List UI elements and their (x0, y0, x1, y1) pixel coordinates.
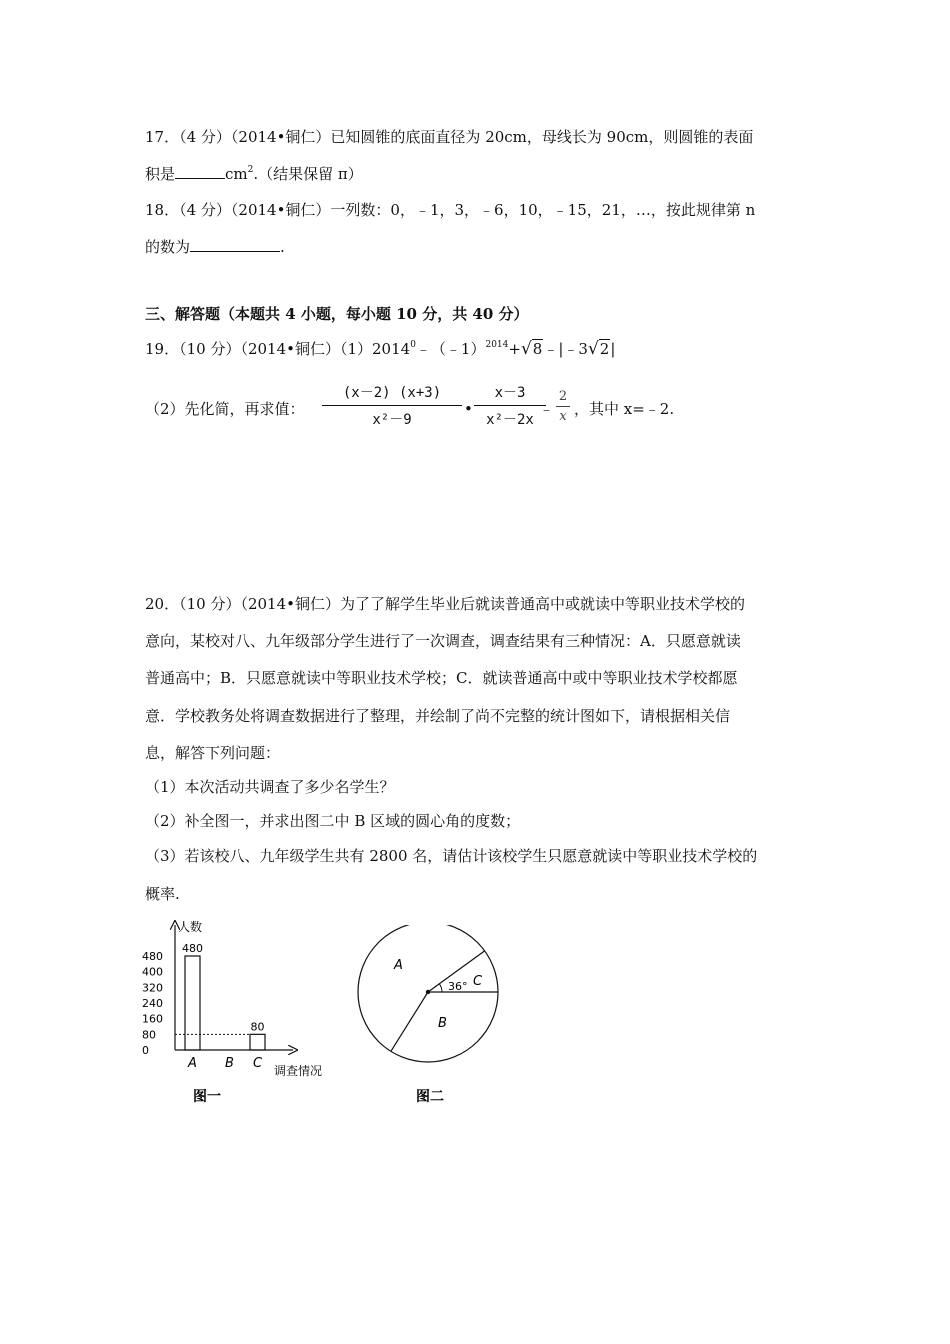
bar-value-label: 480 (182, 942, 203, 955)
q20-line: 普通高中；B．只愿意就读中等职业技术学校；C．就读普通高中或中等职业技术学校都愿 (145, 669, 738, 687)
bar-chart (138, 915, 358, 1115)
x-tick-label: A (188, 1056, 197, 1071)
q17-line2: 积是 $cm^2$.（结果保留 π） (145, 165, 363, 183)
q20-line: 20．（10 分）（2014•铜仁）为了了解学生毕业后就读普通高中或就读中等职业技术学校的 (145, 595, 745, 613)
pie-radius (391, 992, 428, 1051)
y-tick-label: 80 (142, 1028, 156, 1042)
q20-line: 意向，某校对八、九年级部分学生进行了一次调查，调查结果有三种情况：A．只愿意就读 (145, 632, 741, 650)
x-tick-label: C (252, 1056, 263, 1071)
fraction-1: (x－2) (x+3) x²－9 (322, 382, 462, 429)
y-tick-label: 0 (142, 1044, 149, 1057)
y-tick-label: 160 (142, 1012, 163, 1026)
chart-title: 图一 (193, 1089, 221, 1105)
x-axis-label: 调查情况 (274, 1064, 323, 1078)
bar-C (250, 1034, 265, 1050)
pie-label-A: A (394, 958, 403, 973)
x-tick-label: B (225, 1056, 234, 1071)
q19-part2-label: （2）先化简，再求值： (145, 400, 305, 418)
minus-sign: ﹣ (539, 400, 555, 418)
q20-line: 意．学校教务处将调查数据进行了整理，并绘制了尚不完整的统计图如下，请根据相关信 (145, 707, 731, 725)
angle-label: 36° (448, 980, 468, 993)
answer-blank[interactable] (190, 237, 280, 252)
q19-part1: 19．（10 分）（2014•铜仁）$(1)2014^0﹣(﹣1)^{2014}+√8﹣|﹣3√2|$ (145, 339, 616, 359)
sqrt-8: √8 (520, 339, 543, 359)
y-tick-label: 320 (142, 981, 163, 995)
multiply-dot: • (464, 400, 473, 418)
pie-label-C: C (473, 974, 483, 989)
pie-label-B: B (438, 1016, 447, 1031)
q20-line: 概率. (145, 885, 180, 903)
pie-chart (350, 925, 510, 1105)
pie-center (426, 990, 430, 994)
bar-value-label: 80 (250, 1020, 265, 1034)
bar-A (185, 956, 200, 1050)
answer-blank[interactable] (175, 164, 225, 179)
q20-line: 息，解答下列问题： (145, 744, 281, 762)
y-tick-label: 400 (142, 965, 163, 979)
q17-line1: 17．（4 分）（2014•铜仁）已知圆锥的底面直径为 20cm，母线长为 90cm，则圆锥的表面 (145, 128, 754, 146)
y-axis-label: 人数 (178, 920, 203, 934)
section-heading: 三、解答题（本题共 4 小题，每小题 10 分，共 40 分） (145, 305, 529, 323)
y-tick-label: 480 (142, 950, 163, 963)
q20-subq-3: （3）若该校八、九年级学生共有 2800 名，请估计该校学生只愿意就读中等职业技术学校的 (145, 847, 758, 865)
q18-line1: 18．（4 分）（2014•铜仁）一列数：0，﹣1，3，﹣6，10，﹣15，21，…，按此规律第 n (145, 201, 756, 219)
sqrt-2: √2 (587, 339, 610, 359)
figure-1 (138, 915, 358, 1119)
fraction-3: 2 x (556, 389, 570, 424)
y-tick-label: 240 (142, 997, 163, 1010)
fraction-2: x－3 x²－2x (474, 382, 546, 429)
figure-2 (350, 925, 510, 1109)
q20-subq-1: （1）本次活动共调查了多少名学生？ (145, 778, 395, 796)
angle-arc (439, 984, 442, 992)
q18-line2: 的数为 . (145, 238, 285, 256)
q19-part2-suffix: ，其中 x=﹣2. (574, 400, 675, 418)
q20-subq-2: （2）补全图一，并求出图二中 B 区域的圆心角的度数； (145, 812, 521, 830)
chart-title: 图二 (416, 1089, 444, 1105)
